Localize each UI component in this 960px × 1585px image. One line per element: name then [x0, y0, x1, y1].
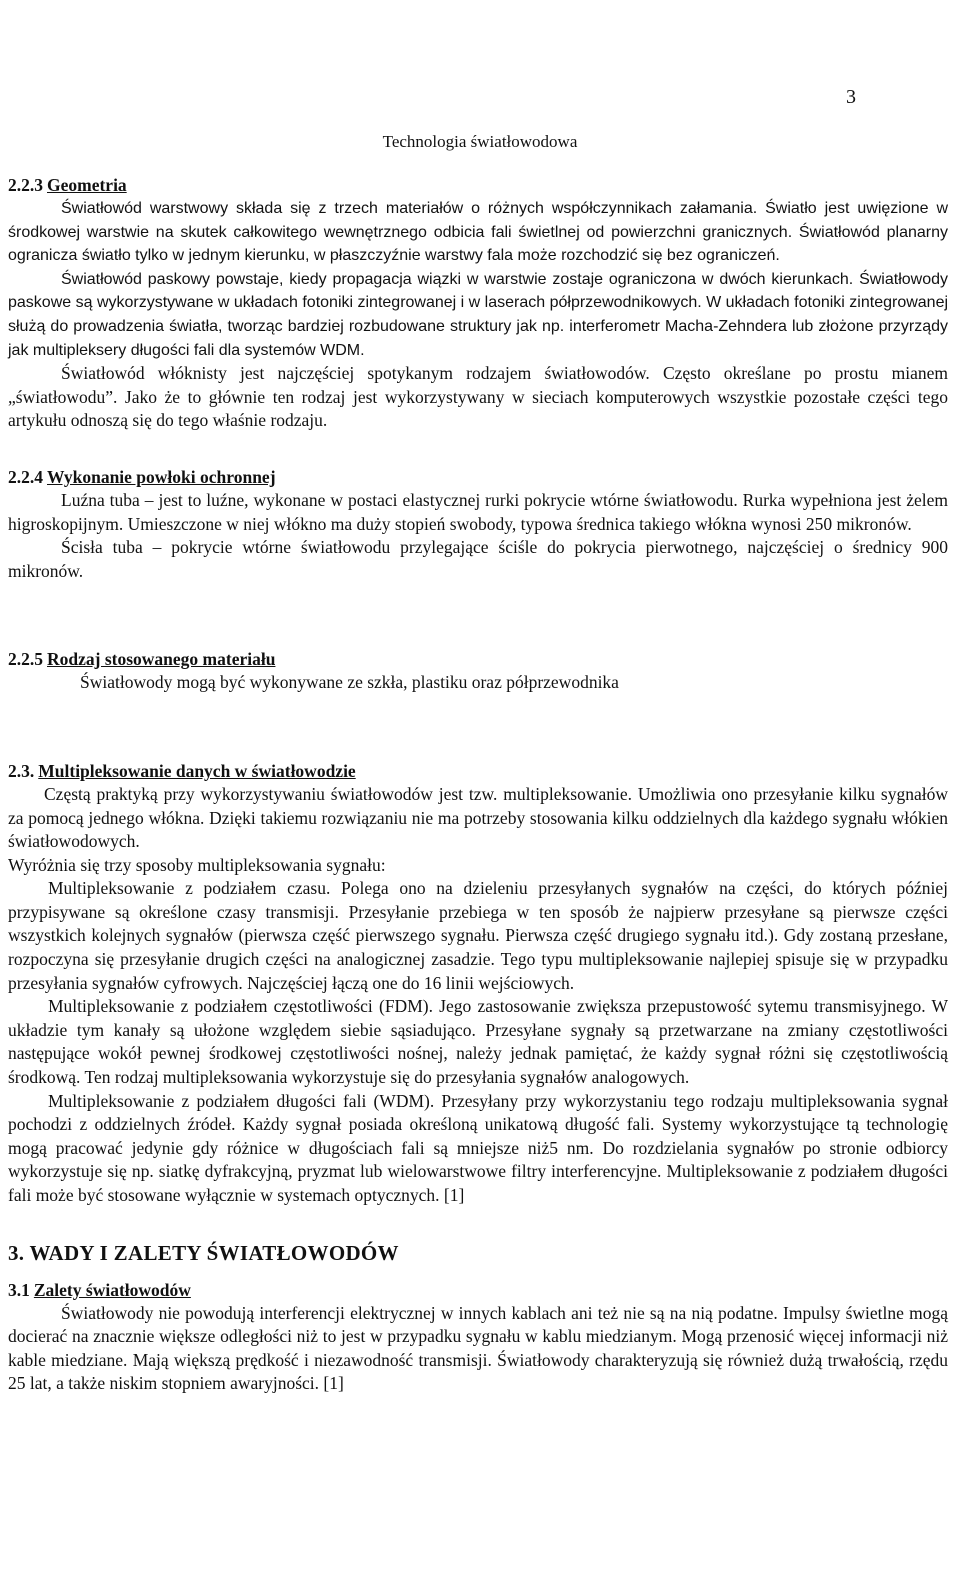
section-title: Rodzaj stosowanego materiału: [47, 649, 276, 670]
paragraph-material-1: Światłowody mogą być wykonywane ze szkła, plastiku oraz półprzewodnika: [80, 672, 619, 693]
heading-2-3: [8, 759, 948, 783]
heading-2-2-5: [8, 647, 948, 671]
paragraph-multiplexing-2: Wyróżnia się trzy sposoby multipleksowania sygnału:: [8, 854, 386, 875]
section-number: 2.2.5: [8, 649, 43, 670]
heading-2-2-3: [8, 173, 948, 197]
section-number: 2.3.: [8, 760, 35, 781]
paragraph-coating-2: Ścisła tuba – pokrycie wtórne światłowodu przylegające ściśle do pokrycia pierwotnego, najczęściej o średnicy 900 mikronów.: [8, 537, 948, 581]
heading-3: 3. WADY I ZALETY ŚWIATŁOWODÓW: [8, 1240, 399, 1265]
section-number: 2.2.3: [8, 175, 43, 195]
paragraph-multiplexing-tdm: Multipleksowanie z podziałem czasu. Polega ono na dzieleniu przesyłanych sygnałów na części, do których później przypisywane są określone czasy transmisji. Przesyłanie przebiega w ten sposób że najpierw przesyłane są pierwsze części wszystkich kolejnych sygnałów (pierwsza część pierwszego sygnału. Pierwsza część drugiego sygnału itd.). Gdy zostaną przesłane, rozpoczyna się przesyłanie drugich części na analogicznej zasadzie. Tego typu multipleksowanie najlepiej spisuje się w przypadku przesyłania sygnałów cyfrowych. Najczęściej łączą one do 16 linii wejściowych.: [8, 878, 948, 993]
paragraph-geometry-1: Światłowód warstwowy składa się z trzech materiałów o różnych współczynnikach załamania. Światło jest uwięzione w środkowej warstwie na skutek całkowitego wewnętrznego odbicia fali świetlnej od powierzchni granicznych. Światłowód planarny ogranicza światło tylko w jednym kierunku, w płaszczyźnie warstwy fala może rozchodzić się bez ograniczeń.: [8, 200, 948, 265]
paragraph-geometry-3: Światłowód włóknisty jest najczęściej spotykanym rodzajem światłowodów. Często określane po prostu mianem „światłowodu”. Jako że to głównie ten rodzaj jest wykorzystywany w sieciach komputerowych wszystkie pozostałe części tego artykułu odnoszą się do tego właśnie rodzaju.: [8, 363, 948, 431]
section-title: Multipleksowanie danych w światłowodzie: [38, 760, 356, 781]
page-number: 3: [846, 86, 856, 108]
paragraph-multiplexing-wdm: Multipleksowanie z podziałem długości fali (WDM). Przesyłany przy wykorzystaniu tego rodzaju multipleksowania sygnał pochodzi z oddzielnych źródeł. Każdy sygnał posiada określoną unikatową długość fali. Systemy wykorzystujące tą technologię mogą pracować jedynie gdy różnice w długościach fali są mniejsze niż5 nm. Do rozdzielania sygnałów po stronie odbiorcy wykorzystuje się np. siatkę dyfrakcyjną, pryzmat lub wielowarstwowe filtry interferencyjne. Multipleksowanie z podziałem długości fali może być stosowane wyłącznie w systemach optycznych. [1]: [8, 1090, 948, 1205]
section-number: 3.1: [8, 1279, 30, 1300]
document-body: [8, 173, 948, 1396]
heading-2-2-4: [8, 465, 948, 489]
paragraph-coating-1: Luźna tuba – jest to luźne, wykonane w postaci elastycznej rurki pokrycie wtórne światłowodu. Rurka wypełniona jest żelem higroskopijnym. Umieszczone w niej włókno ma duży stopień swobody, typowa średnica takiego włókna wynosi 250 mikronów.: [8, 489, 948, 534]
paragraph-multiplexing-fdm: Multipleksowanie z podziałem częstotliwości (FDM). Jego zastosowanie zwiększa przepustowość sytemu transmisyjnego. W układzie tym kanały są ułożone względem siebie sąsiadująco. Przesyłane sygnały są przetwarzane na zmiany częstotliwości następujące wokół pewnej środkowej częstotliwości nośnej, należy jednak pamiętać, że każdy sygnał różni się częstotliwością środkową. Ten rodzaj multipleksowania wykorzystuje się do przesyłania sygnałów analogowych.: [8, 996, 948, 1088]
section-title: Wykonanie powłoki ochronnej: [47, 466, 276, 487]
paragraph-geometry-2: Światłowód paskowy powstaje, kiedy propagacja wiązki w warstwie zostaje ograniczona w dwóch kierunkach. Światłowody paskowe są wykorzystywane w układach fotoniki zintegrowanej i w laserach półprzewodnikowych. W układach fotoniki zintegrowanej służą do prowadzenia światła, tworząc bardziej rozbudowane struktury jak np. interferometr Macha-Zehndera lub złożone przyrządy jak multipleksery długości fali dla systemów WDM.: [8, 270, 949, 359]
paragraph-advantages-1: Światłowody nie powodują interferencji elektrycznej w innych kablach ani też nie są na nią podatne. Impulsy świetlne mogą docierać na znacznie większe odległości niż to jest w przypadku sygnału w kablu miedzianym. Mogą przenosić więcej informacji niż kable miedziane. Mają większą prędkość i niezawodność transmisji. Światłowody charakteryzują się również dużą trwałością, rzędu 25 lat, a także niskim stopniem awaryjności. [1]: [8, 1302, 948, 1394]
running-title: Technologia światłowodowa: [382, 132, 578, 151]
heading-3-1: [8, 1278, 948, 1302]
section-number: 2.2.4: [8, 466, 43, 487]
paragraph-multiplexing-1: Częstą praktyką przy wykorzystywaniu światłowodów jest tzw. multipleksowanie. Umożliwia ono przesyłanie kilku sygnałów za pomocą jednego włókna. Dzięki takiemu rozwiązaniu nie ma potrzeby stosowania kilku oddzielnych dla każdego sygnału włókien światłowodowych.: [8, 783, 948, 852]
section-title: Geometria: [47, 175, 127, 195]
section-title: Zalety światłowodów: [33, 1279, 191, 1300]
